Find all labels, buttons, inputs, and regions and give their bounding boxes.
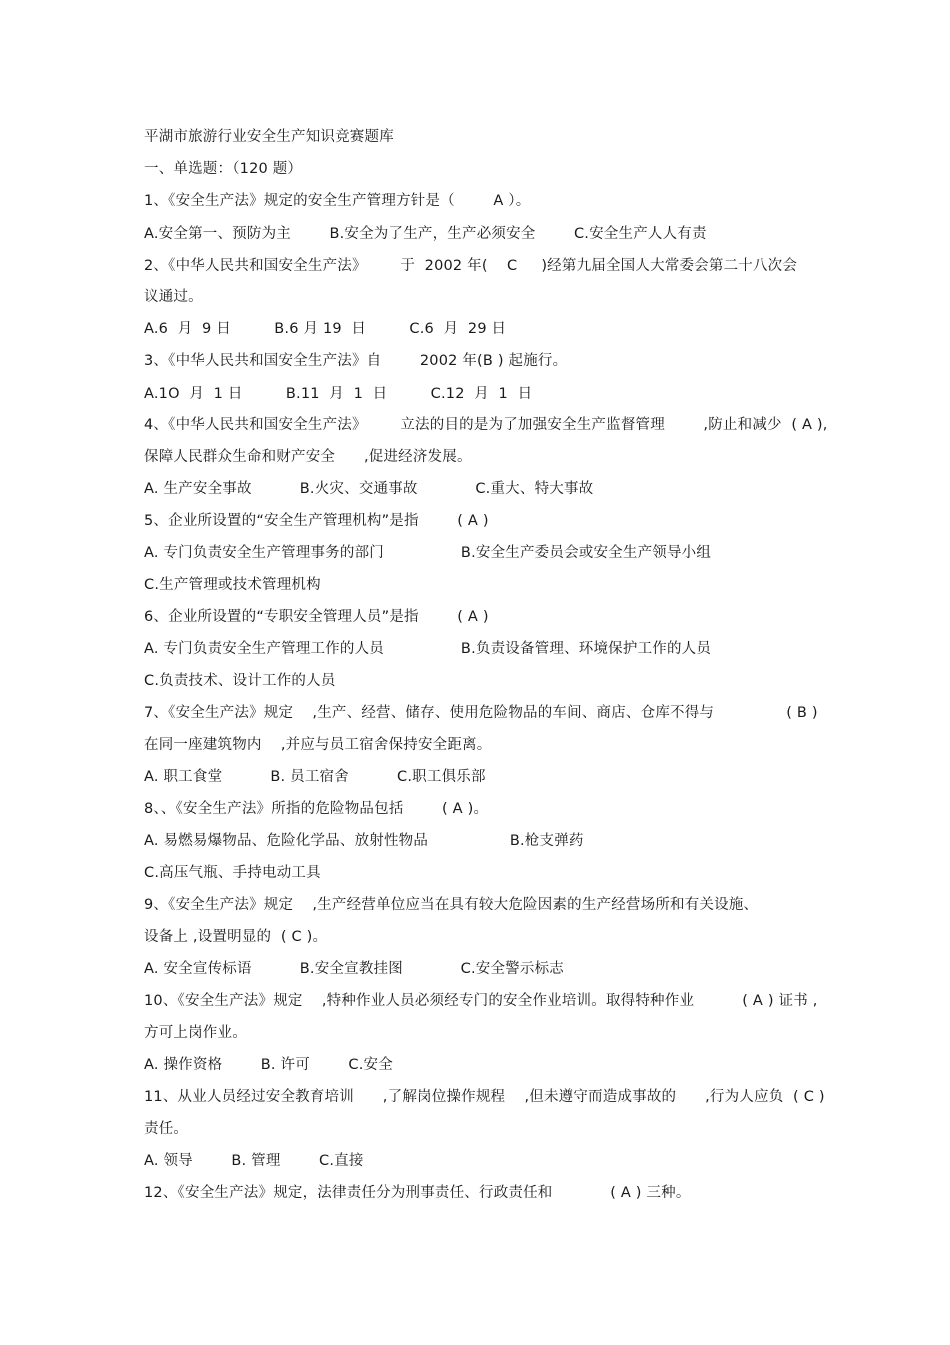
question-9-cont: 设备上 ,设置明显的 ( C )。 [144,929,328,945]
options-8-ab: A. 易燃易爆物品、危险化学品、放射性物品 B.枪支弹药 [144,833,584,849]
options-5-c: C.生产管理或技术管理机构 [144,577,321,593]
options-4: A. 生产安全事故 B.火灾、交通事故 C.重大、特大事故 [144,481,594,497]
question-3: 3、《中华人民共和国安全生产法》自 2002 年(B ) 起施行。 [144,353,568,369]
options-10: A. 操作资格 B. 许可 C.安全 [144,1057,393,1073]
question-7: 7、《安全生产法》规定 ,生产、经营、储存、使用危险物品的车间、商店、仓库不得与 ( B ) [144,705,818,721]
options-1: A.安全第一、预防为主 B.安全为了生产，生产必须安全 C.安全生产人人有责 [144,226,707,242]
question-5: 5、企业所设置的“安全生产管理机构”是指 ( A ) [144,513,489,529]
question-6: 6、企业所设置的“专职安全管理人员”是指 ( A ) [144,609,489,625]
options-3: A.1O 月 1 日 B.11 月 1 日 C.12 月 1 日 [144,386,533,402]
section-header: 一、单选题：（120 题） [144,161,303,177]
question-4: 4、《中华人民共和国安全生产法》 立法的目的是为了加强安全生产监督管理 ,防止和减少 ( A ), [144,417,828,433]
options-6-ab: A. 专门负责安全生产管理工作的人员 B.负责设备管理、环境保护工作的人员 [144,641,712,657]
question-12: 12、《安全生产法》规定，法律责任分为刑事责任、行政责任和 ( A ) 三种。 [144,1185,691,1201]
options-5-ab: A. 专门负责安全生产管理事务的部门 B.安全生产委员会或安全生产领导小组 [144,545,712,561]
question-8: 8、、《安全生产法》所指的危险物品包括 ( A )。 [144,801,489,817]
question-11: 11、从业人员经过安全教育培训 ,了解岗位操作规程 ,但未遵守而造成事故的 ,行为人应负 ( C ) [144,1089,825,1105]
question-11-cont: 责任。 [144,1121,189,1137]
question-2-cont: 议通过。 [144,289,203,305]
options-2: A.6 月 9 日 B.6 月 19 日 C.6 月 29 日 [144,321,507,337]
options-7: A. 职工食堂 B. 员工宿舍 C.职工俱乐部 [144,769,486,785]
options-6-c: C.负责技术、设计工作的人员 [144,673,336,689]
question-9: 9、《安全生产法》规定 ,生产经营单位应当在具有较大危险因素的生产经营场所和有关设施、 [144,897,759,913]
options-8-c: C.高压气瓶、手持电动工具 [144,865,321,881]
question-4-cont: 保障人民群众生命和财产安全 ,促进经济发展。 [144,449,472,465]
question-7-cont: 在同一座建筑物内 ,并应与员工宿舍保持安全距离。 [144,737,492,753]
options-11: A. 领导 B. 管理 C.直接 [144,1153,364,1169]
question-10: 10、《安全生产法》规定 ,特种作业人员必须经专门的安全作业培训。取得特种作业 ( A ) 证书 , [144,993,818,1009]
document-title: 平湖市旅游行业安全生产知识竞赛题库 [144,129,394,145]
question-2: 2、《中华人民共和国安全生产法》 于 2002 年( C )经第九届全国人大常委会第二十八次会 [144,258,798,274]
question-10-cont: 方可上岗作业。 [144,1025,247,1041]
question-1: 1、《安全生产法》规定的安全生产管理方针是（ A ）。 [144,193,531,209]
options-9: A. 安全宣传标语 B.安全宣教挂图 C.安全警示标志 [144,961,564,977]
